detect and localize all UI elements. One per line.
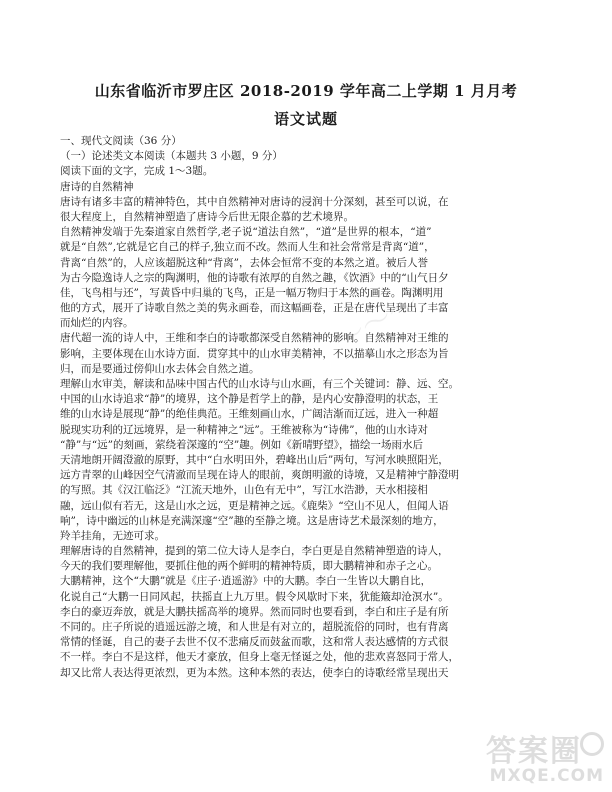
text-line: 化说自己“大鹏一日同风起，扶摇直上九万里。假令风歇时下来，犹能簸却沧溟水”。 [60,590,449,603]
text-line: 今天的我们要理解他，要抓住他的两个鲜明的精神特质，即大鹏精神和赤子之心。 [60,560,438,573]
text-line: 理解唐诗的自然精神，提到的第二位大诗人是李白，李白更是自然精神塑造的诗人， [60,545,449,558]
text-line: 阅读下面的文字，完成 1～3题。 [60,165,214,178]
text-line: 影响，主要体现在山水诗方面．贯穿其中的山水审美精神，不以描摹山水之形态为旨 [60,347,449,360]
corner-watermark [476,726,604,786]
text-line: 背离“自然”的，人应该超脱这种“背离”，去体会恒常不变的本然之道。被后人誉 [60,256,428,269]
text-line: 唐诗有诸多丰富的精神特色，其中自然精神对唐诗的浸润十分深刻，甚至可以说，在 [60,195,449,208]
text-line: 他的方式，展开了诗歌自然之美的隽永画卷，而这幅画卷，正是在唐代呈现出了丰富 [60,302,449,315]
diagonal-watermark: 〜〜〜 [329,285,425,360]
text-line: 维的山水诗是展现“静”的绝佳典范。王维刻画山水，广阔洁渐而辽远，进入一种超 [60,408,439,421]
text-line: 自然精神发端于先秦道家自然哲学,老子说“道法自然”，“道”是世界的根本，“道” [60,226,432,239]
text-line: 脱现实功利的辽远境界，是一种精神之“远”。王维被称为“诗佛”，他的山水诗对 [60,423,428,436]
watermark-url-text: MXQE.COM [489,766,604,786]
text-line: 的写照。其《汉江临泛》“江流天地外，山色有无中”，写江水浩渺，天水相接相 [60,484,428,497]
text-line: 中国的山水诗追求“静”的境界，这个静是哲学上的静，是内心安静澄明的状态，王 [60,393,439,406]
exam-subtitle: 语文试题 [273,110,338,128]
text-line: 大鹏精神，这个“大鹏”就是《庄子·逍遥游》中的大鹏。李白一生皆以大鹏自比， [60,575,432,588]
text-line: 很大程度上，自然精神塑造了唐诗今后世无限企慕的艺术境界。 [60,210,354,223]
text-line: “静”与“远”的刻画，萦绕着深邃的“空”趣。例如《新晴野望》，描绘一场雨水后 [60,438,423,451]
text-line: 佳，飞鸟相与还”，写黄昏中归巢的飞鸟，正是一幅万物归于本然的画卷。陶渊明用 [60,286,444,299]
watermark-circle-icon [580,732,604,756]
text-line: 理解山水审美，解读和品味中国古代的山水诗与山水画，有三个关键词：静、远、空。 [60,378,459,390]
text-line: 不一样。李白不是这样，他天才豪放，但身上毫无怪诞之处，他的悲欢喜怒同于常人， [60,651,459,664]
text-line: 唐诗的自然精神 [60,180,134,193]
watermark-top-text: 答案圈 [486,734,582,769]
text-line: 就是“自然”,它就是它自己的样子,独立而不改。然而人生和社会常常是背离“道”， [60,241,435,254]
text-line: （一）论述类文本阅读（本题共 3 小题，9 分） [60,150,283,163]
article-body [60,134,560,681]
text-line: 融，远山似有若无，这是山水之远，更是精神之远。《鹿柴》“空山不见人，但闻人语 [60,499,449,512]
text-line: 常情的怪诞，自己的妻子去世不仅不悲痛反而鼓盆而歌，这和常人表达感情的方式很 [60,636,449,649]
exam-title: 山东省临沂市罗庄区 2018-2019 学年高二上学期 1 月月考 [94,82,518,100]
text-line: 为古今隐逸诗人之宗的陶渊明，他的诗歌有浓厚的自然之趣，《饮酒》中的“山气日夕 [60,271,449,284]
text-line: 远方青翠的山峰因空气清澈而呈现在诗人的眼前，爽朗明澈的诗境，又是精神宁静澄明 [60,469,459,482]
text-line: 李白的豪迈奔放，就是大鹏扶摇高举的境界。然而同时也要看到，李白和庄子是有所 [60,605,449,618]
text-line: 不同的。庄子所说的逍遥远游之境，和人世是有对立的，超脱流俗的同时，也有背离 [60,621,449,633]
text-line: 羚羊挂角，无迹可求。 [60,529,165,542]
text-line: 却又比常人表达得更浓烈，更为本然。这种本然的表达，使李白的诗歌经常呈现出天 [60,666,449,679]
text-line: 而灿烂的内容。 [60,317,134,330]
text-line: 天清地朗开阔澄澈的原野，其中“白水明田外，碧峰出山后”两句，写河水映照阳光， [60,453,449,466]
text-line: 一、现代文阅读（36 分） [60,135,182,147]
text-line: 唐代超一流的诗人中，王维和李白的诗歌都深受自然精神的影响。自然精神对王维的 [60,332,449,345]
text-line: 归，而是要通过傍仰山水去体会自然之道。 [60,362,260,375]
text-line: 响”，诗中幽远的山林是充满深邃“空”趣的至静之境。这是唐诗艺术最深刻的地方， [60,514,444,527]
